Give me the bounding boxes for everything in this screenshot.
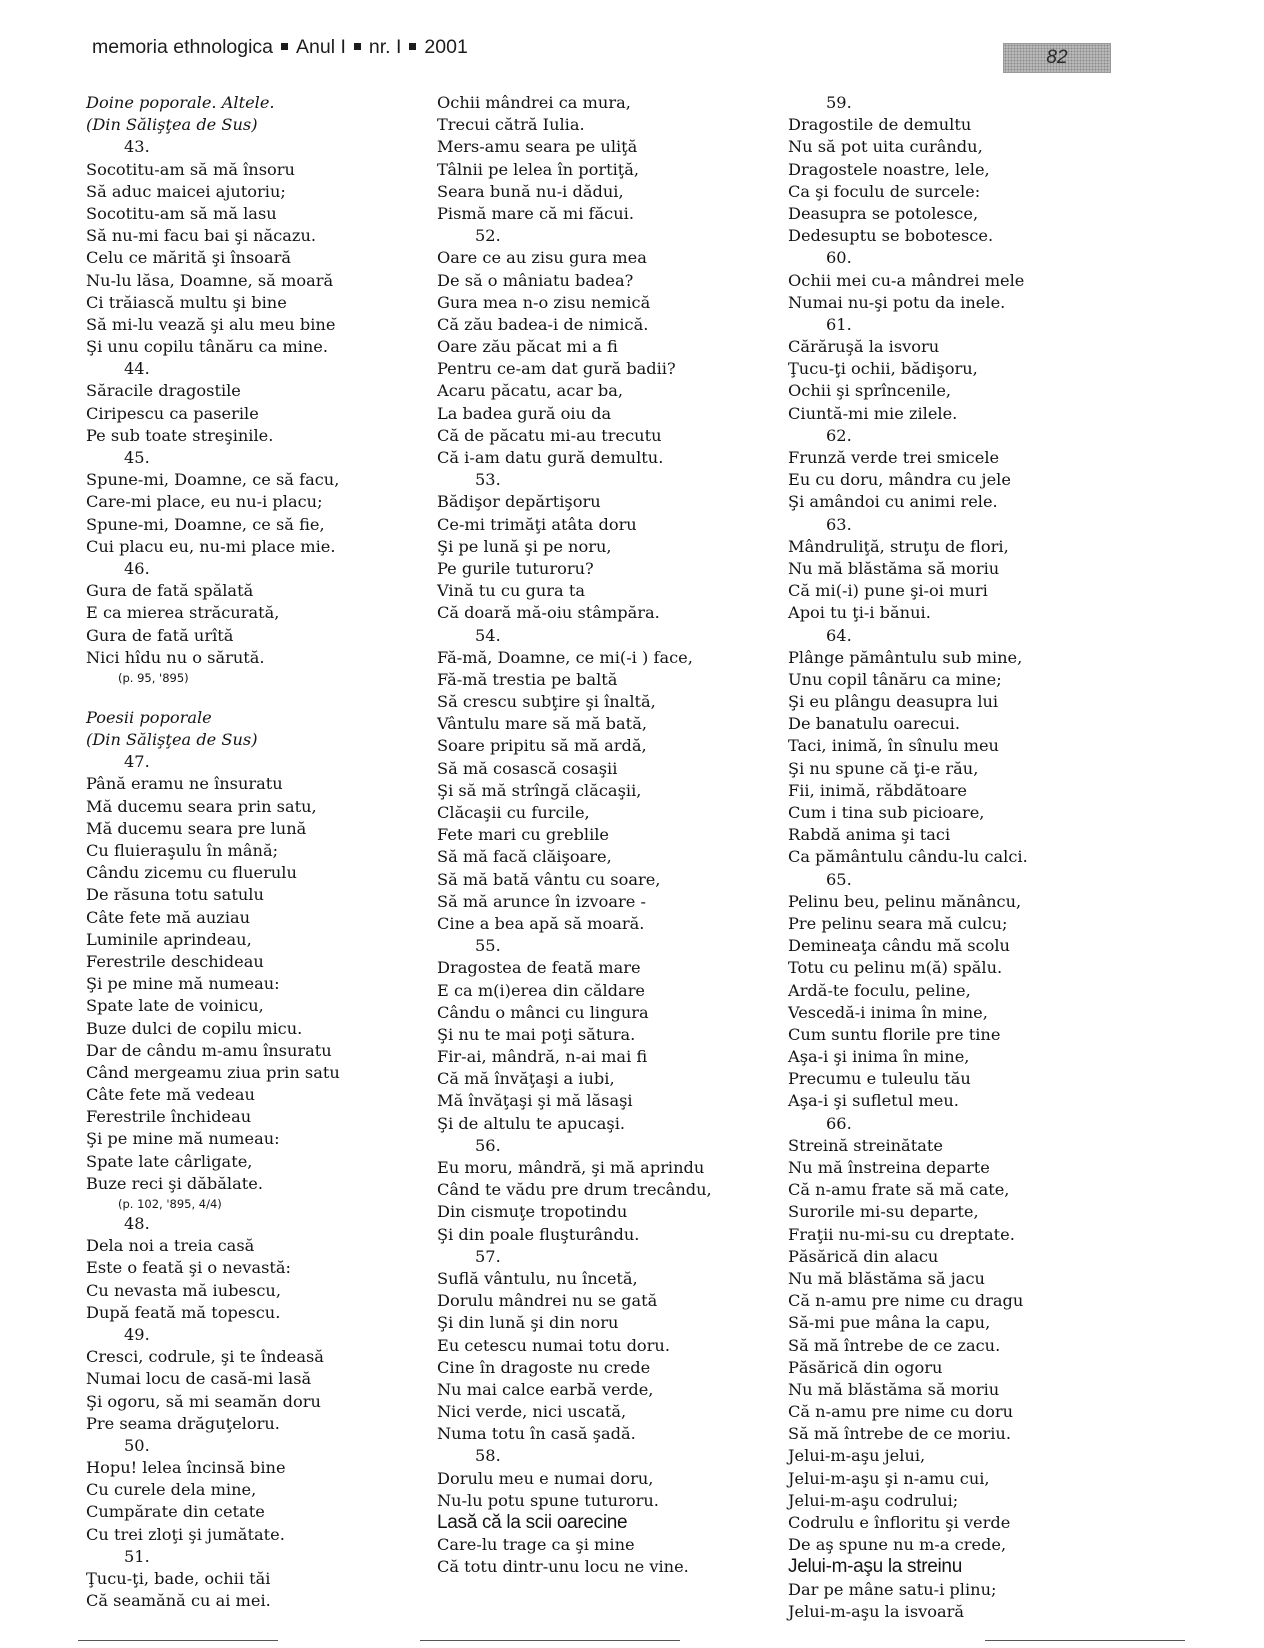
verse-line: Nici verde, nici uscată,	[437, 1402, 627, 1422]
verse-line: E ca m(i)erea din căldare	[437, 980, 646, 1000]
poem-number: 65.	[826, 869, 852, 889]
verse-line: Ochii şi sprîncenile,	[788, 381, 952, 401]
verse-line: Clăcaşii cu furcile,	[437, 803, 590, 822]
verse-line: Şi pe mine mă numeau:	[86, 974, 280, 994]
verse-line: Taci, inimă, în sînulu meu	[788, 736, 999, 756]
verse-line: Vântulu mare să mă bată,	[437, 714, 647, 734]
verse-line: Dragostea de feată mare	[437, 958, 641, 978]
verse-line: Oare zău păcat mi a fi	[437, 337, 618, 357]
verse-line: Mers-amu seara pe uliţă	[437, 137, 638, 157]
verse-line: Buze reci şi dăbălate.	[86, 1173, 263, 1193]
separator-square-icon	[281, 43, 288, 50]
verse-line: Dorulu mândrei nu se gată	[437, 1291, 658, 1311]
section-title: (Din Sălişţea de Sus)	[86, 115, 258, 135]
verse-line: Deasupra se potolesce,	[788, 203, 979, 223]
poem-number: 46.	[124, 558, 150, 578]
verse-line: Fraţii nu-mi-su cu dreptate.	[788, 1224, 1015, 1244]
verse-line: Că totu dintr-unu locu ne vine.	[437, 1557, 689, 1577]
footer-rule-middle	[420, 1640, 680, 1641]
verse-line: Jelui-m-aşu la isvoară	[788, 1601, 965, 1621]
verse-line: Ciripescu ca paserile	[86, 403, 259, 423]
poem-number: 50.	[124, 1435, 150, 1455]
verse-line: Să mi-lu vează şi alu meu bine	[86, 314, 336, 334]
verse-line: Codrulu e înfloritu şi verde	[788, 1513, 1011, 1532]
verse-line: Tâlnii pe lelea în portiţă,	[437, 159, 640, 179]
verse-line: Că n-amu frate să mă cate,	[788, 1180, 1010, 1200]
verse-line: Şi eu plângu deasupra lui	[788, 692, 999, 712]
spacer	[86, 687, 416, 707]
verse-line: Frunză verde trei smicele	[788, 448, 1000, 467]
verse-line: Ardă-te foculu, peline,	[788, 980, 971, 1000]
verse-line: Vină tu cu gura ta	[437, 581, 585, 601]
verse-line: Să mă bată vântu cu soare,	[437, 869, 661, 889]
verse-line: Cându o mânci cu lingura	[437, 1002, 649, 1022]
section-title: Poesii poporale	[86, 707, 212, 727]
verse-line: Când te vădu pre drum trecându,	[437, 1180, 712, 1200]
verse-line: Să mă întrebe de ce zacu.	[788, 1335, 1001, 1355]
verse-line: Pe sub toate streşinile.	[86, 425, 274, 445]
verse-line: Mă învăţaşi şi mă lăsaşi	[437, 1091, 633, 1111]
verse-line: Dragostele noastre, lele,	[788, 159, 990, 179]
verse-line: Că n-amu pre nime cu doru	[788, 1402, 1014, 1422]
verse-line: Gura mea n-o zisu nemică	[437, 292, 651, 312]
verse-line: Aşa-i şi inima în mine,	[788, 1047, 970, 1067]
verse-line: Eu cetescu numai totu doru.	[437, 1335, 670, 1355]
poem-number: 57.	[475, 1246, 501, 1266]
verse-line: Pre pelinu seara mă culcu;	[788, 913, 1008, 933]
poem-number: 61.	[826, 314, 852, 334]
verse-line: Celu ce mărită şi însoară	[86, 248, 292, 268]
verse-line: Bădişor depărtişoru	[437, 492, 601, 512]
verse-line: Ferestrile deschideau	[86, 951, 264, 971]
poem-number: 58.	[475, 1446, 501, 1466]
verse-line: Să-mi pue mâna la capu,	[788, 1313, 991, 1333]
poem-number: 60.	[826, 248, 852, 268]
verse-line: Şi amândoi cu animi rele.	[788, 492, 998, 512]
verse-line: Totu cu pelinu m(ă) spălu.	[788, 958, 1003, 978]
poem-number: 66.	[826, 1113, 852, 1133]
verse-line: Ciuntă-mi mie zilele.	[788, 403, 958, 423]
verse-line: Aşa-i şi sufletul meu.	[788, 1091, 959, 1111]
verse-line: Jelui-m-aşu jelui,	[788, 1446, 926, 1466]
verse-line: Streină streinătate	[788, 1135, 943, 1155]
verse-line: Seara bună nu-i dădui,	[437, 181, 624, 201]
verse-line: Cu nevasta mă iubescu,	[86, 1280, 282, 1300]
verse-line: Vescedă-i inima în mine,	[788, 1002, 988, 1022]
verse-line: Păsărică din alacu	[788, 1246, 939, 1266]
section-title: (Din Sălişţea de Sus)	[86, 730, 258, 750]
poem-number: 63.	[826, 514, 852, 534]
verse-line: Care-mi place, eu nu-i placu;	[86, 492, 323, 512]
volume-label: Anul I	[296, 36, 346, 58]
verse-line: Pismă mare că mi făcui.	[437, 203, 634, 223]
verse-line: Este o feată şi o nevastă:	[86, 1258, 292, 1278]
verse-line: Cumpărate din cetate	[86, 1502, 265, 1522]
verse-line: Precumu e tuleulu tău	[788, 1069, 971, 1089]
verse-line: Cându zicemu cu fluerulu	[86, 863, 297, 883]
verse-line: Ţucu-ţi ochii, bădişoru,	[788, 359, 978, 379]
verse-line: Că mă învăţaşi a iubi,	[437, 1069, 615, 1089]
verse-line: De răsuna totu satulu	[86, 885, 264, 905]
running-header	[92, 36, 468, 59]
verse-line: Nu mă înstreina departe	[788, 1158, 990, 1177]
verse-line: Nu-lu potu spune tuturoru.	[437, 1490, 659, 1510]
verse-line: Gura de fată urîtă	[86, 625, 234, 645]
verse-line: Să mă facă clăişoare,	[437, 847, 612, 867]
poem-number: 64.	[826, 625, 852, 645]
verse-line: După feată mă topescu.	[86, 1302, 281, 1322]
section-title: Doine poporale. Altele.	[86, 93, 275, 112]
verse-line: Suflă vântulu, nu încetă,	[437, 1268, 638, 1288]
poem-number: 48.	[124, 1214, 150, 1233]
verse-line: La badea gură oiu da	[437, 403, 612, 423]
text-column-2	[437, 92, 767, 1579]
verse-line: Nu mă blăstăma să jacu	[788, 1268, 985, 1288]
verse-line: Unu copil tânăru ca mine;	[788, 669, 1002, 689]
verse-line: Trecui cătră Iulia.	[437, 115, 585, 135]
poem-number: 56.	[475, 1135, 501, 1155]
verse-line: Cine în dragoste nu crede	[437, 1357, 651, 1377]
verse-line: Când mergeamu ziua prin satu	[86, 1062, 340, 1082]
verse-line: Că de păcatu mi-au trecutu	[437, 425, 662, 445]
verse-line: E ca mierea străcurată,	[86, 603, 280, 623]
verse-line: Fete mari cu greblile	[437, 825, 610, 845]
poem-number: 44.	[124, 359, 150, 379]
verse-line: Ca pământulu cându-lu calci.	[788, 847, 1028, 867]
verse-line: Socotitu-am să mă însoru	[86, 159, 295, 179]
verse-line: Fir-ai, mândră, n-ai mai fi	[437, 1047, 648, 1067]
verse-line: Şi nu te mai poţi sătura.	[437, 1024, 636, 1044]
footer-rule-left	[78, 1640, 278, 1641]
verse-line: Ochii mei cu-a mândrei mele	[788, 270, 1025, 290]
verse-line: Ca şi foculu de surcele:	[788, 181, 981, 201]
verse-line: Şi pe mine mă numeau:	[86, 1129, 280, 1149]
verse-line: Că seamănă cu ai mei.	[86, 1591, 271, 1611]
verse-line: Cu curele dela mine,	[86, 1480, 257, 1500]
verse-line: Numai locu de casă-mi lasă	[86, 1369, 312, 1389]
verse-line: Spune-mi, Doamne, ce să fie,	[86, 514, 325, 534]
verse-line: Că mi(-i) pune şi-oi muri	[788, 581, 988, 601]
verse-line: Cui placu eu, nu-mi place mie.	[86, 536, 336, 556]
verse-line: Fii, inimă, răbdătoare	[788, 780, 967, 800]
verse-line: Cu trei zloţi şi jumătate.	[86, 1524, 285, 1544]
year-label: 2001	[424, 36, 468, 58]
verse-line: Ce-mi trimăţi atâta doru	[437, 514, 637, 534]
verse-line: Cu fluieraşulu în mână;	[86, 841, 279, 860]
verse-line: Ţucu-ţi, bade, ochii tăi	[86, 1569, 271, 1588]
verse-line: Şi din lună şi din noru	[437, 1313, 619, 1333]
page-number: 82	[1046, 47, 1068, 68]
verse-line: Nu-lu lăsa, Doamne, să moară	[86, 270, 334, 290]
poem-number: 52.	[475, 226, 501, 246]
poem-number: 59.	[826, 93, 852, 112]
poem-number: 49.	[124, 1324, 150, 1344]
verse-line: Şi pe lună şi pe noru,	[437, 536, 612, 556]
source-reference: (p. 102, '895, 4/4)	[118, 1197, 222, 1211]
poem-number: 55.	[475, 936, 501, 956]
verse-line: Săracile dragostile	[86, 381, 241, 401]
verse-line: De aş spune nu m-a crede,	[788, 1535, 1007, 1555]
verse-line: Din cismuţe tropotindu	[437, 1202, 628, 1222]
poem-number: 45.	[124, 448, 150, 467]
verse-line: Lasă că la scii oarecine	[437, 1512, 628, 1533]
verse-line: Jelui-m-aşu la streinu	[788, 1556, 962, 1578]
verse-line: Fă-mă, Doamne, ce mi(-i ) face,	[437, 647, 693, 667]
separator-square-icon	[409, 43, 416, 50]
verse-line: De banatulu oarecui.	[788, 714, 961, 734]
verse-line: Cum i tina sub picioare,	[788, 803, 985, 822]
verse-line: Să mă întrebe de ce moriu.	[788, 1424, 1012, 1444]
verse-line: Că zău badea-i de nimică.	[437, 314, 649, 334]
verse-line: Numai nu-şi potu da inele.	[788, 292, 1006, 312]
verse-line: Şi din poale fluşturându.	[437, 1224, 640, 1244]
verse-line: Câte fete mă auziau	[86, 907, 251, 927]
verse-line: Ci trăiască multu şi bine	[86, 292, 287, 312]
verse-line: Eu moru, mândră, şi mă aprindu	[437, 1158, 705, 1177]
separator-square-icon	[354, 43, 361, 50]
verse-line: Să nu-mi facu bai şi năcazu.	[86, 226, 317, 246]
verse-line: Pe gurile tuturoru?	[437, 558, 594, 578]
verse-line: Şi ogoru, să mi seamăn doru	[86, 1391, 321, 1411]
verse-line: Jelui-m-aşu codrului;	[788, 1490, 959, 1510]
verse-line: Apoi tu ţi-i bănui.	[788, 603, 931, 623]
verse-line: Să crescu subţire şi înaltă,	[437, 692, 656, 712]
verse-line: Soare pripitu să mă ardă,	[437, 736, 647, 756]
verse-line: Cum suntu florile pre tine	[788, 1024, 1001, 1044]
verse-line: Dar de cându m-amu însuratu	[86, 1040, 332, 1060]
verse-line: Ferestrile închideau	[86, 1107, 252, 1127]
verse-line: Pentru ce-am dat gură badii?	[437, 359, 676, 379]
source-reference: (p. 95, '895)	[118, 670, 189, 685]
page-number-box	[1003, 43, 1111, 73]
verse-line: Păsărică din ogoru	[788, 1357, 943, 1377]
verse-line: Că doară mă-oiu stâmpăra.	[437, 603, 660, 623]
verse-line: Cărăruşă la isvoru	[788, 337, 940, 357]
verse-line: Nu mai calce earbă verde,	[437, 1379, 654, 1399]
verse-line: Hopu! lelea încinsă bine	[86, 1458, 286, 1478]
verse-line: Câte fete mă vedeau	[86, 1085, 255, 1105]
verse-line: Spune-mi, Doamne, ce să facu,	[86, 470, 340, 490]
verse-line: Socotitu-am să mă lasu	[86, 203, 277, 223]
verse-line: Până eramu ne însuratu	[86, 774, 283, 794]
poem-number: 53.	[475, 470, 501, 490]
verse-line: Pre seama drăguţeloru.	[86, 1413, 280, 1433]
verse-line: Rabdă anima şi taci	[788, 825, 951, 845]
poem-number: 51.	[124, 1546, 150, 1566]
poem-number: 62.	[826, 425, 852, 445]
verse-line: Pelinu beu, pelinu mănâncu,	[788, 891, 1022, 911]
verse-line: Că i-am datu gură demultu.	[437, 448, 664, 467]
verse-line: Mândruliţă, struţu de flori,	[788, 536, 1009, 556]
verse-line: Demineaţa cându mă scolu	[788, 936, 1010, 956]
poem-number: 47.	[124, 752, 150, 772]
journal-title: memoria ethnologica	[92, 36, 274, 58]
verse-line: Spate late cârligate,	[86, 1151, 253, 1171]
verse-line: Cresci, codrule, şi te îndeasă	[86, 1347, 324, 1367]
verse-line: Să mă cosască cosaşii	[437, 758, 618, 778]
verse-line: Spate late de voinicu,	[86, 996, 264, 1016]
text-column-1	[86, 92, 416, 1612]
verse-line: Dela noi a treia casă	[86, 1236, 255, 1256]
verse-line: Nu mă blăstăma să moriu	[788, 558, 1000, 578]
verse-line: Nu să pot uita curându,	[788, 137, 983, 157]
verse-line: Luminile aprindeau,	[86, 929, 252, 949]
verse-line: Oare ce au zisu gura mea	[437, 248, 647, 268]
verse-line: Numa totu în casă şadă.	[437, 1424, 636, 1444]
poem-number: 54.	[475, 625, 501, 645]
verse-line: Dedesuptu se bobotesce.	[788, 226, 994, 246]
verse-line: Care-lu trage ca şi mine	[437, 1535, 635, 1555]
verse-line: De să o mâniatu badea?	[437, 270, 634, 290]
verse-line: Plânge pământulu sub mine,	[788, 647, 1023, 667]
verse-line: Dar pe mâne satu-i plinu;	[788, 1579, 997, 1599]
text-column-3	[788, 92, 1118, 1623]
verse-line: Şi de altulu te apucaşi.	[437, 1113, 626, 1133]
verse-line: Gura de fată spălată	[86, 581, 254, 601]
verse-line: Mă ducemu seara pre lună	[86, 818, 307, 838]
verse-line: Cine a bea apă să moară.	[437, 913, 645, 933]
verse-line: Să aduc maicei ajutoriu;	[86, 181, 286, 201]
verse-line: Fă-mă trestia pe baltă	[437, 669, 618, 689]
verse-line: Că n-amu pre nime cu dragu	[788, 1291, 1024, 1311]
verse-line: Dorulu meu e numai doru,	[437, 1468, 654, 1488]
verse-line: Ochii mândrei ca mura,	[437, 93, 631, 112]
verse-line: Eu cu doru, mândra cu jele	[788, 470, 1011, 490]
verse-line: Jelui-m-aşu şi n-amu cui,	[788, 1468, 990, 1488]
verse-line: Şi nu spune că ţi-e rău,	[788, 758, 979, 778]
verse-line: Mă ducemu seara prin satu,	[86, 796, 317, 816]
verse-line: Nu mă blăstăma să moriu	[788, 1379, 1000, 1399]
verse-line: Dragostile de demultu	[788, 115, 972, 135]
verse-line: Şi unu copilu tânăru ca mine.	[86, 337, 329, 357]
verse-line: Să mă arunce în izvoare -	[437, 891, 646, 911]
poem-number: 43.	[124, 137, 150, 157]
issue-label: nr. I	[368, 36, 402, 58]
footer-rule-right	[985, 1640, 1185, 1641]
verse-line: Buze dulci de copilu micu.	[86, 1018, 303, 1038]
verse-line: Acaru păcatu, acar ba,	[437, 381, 624, 401]
verse-line: Nici hîdu nu o sărută.	[86, 647, 265, 667]
verse-line: Şi să mă strîngă clăcaşii,	[437, 780, 642, 800]
verse-line: Surorile mi-su departe,	[788, 1202, 979, 1222]
